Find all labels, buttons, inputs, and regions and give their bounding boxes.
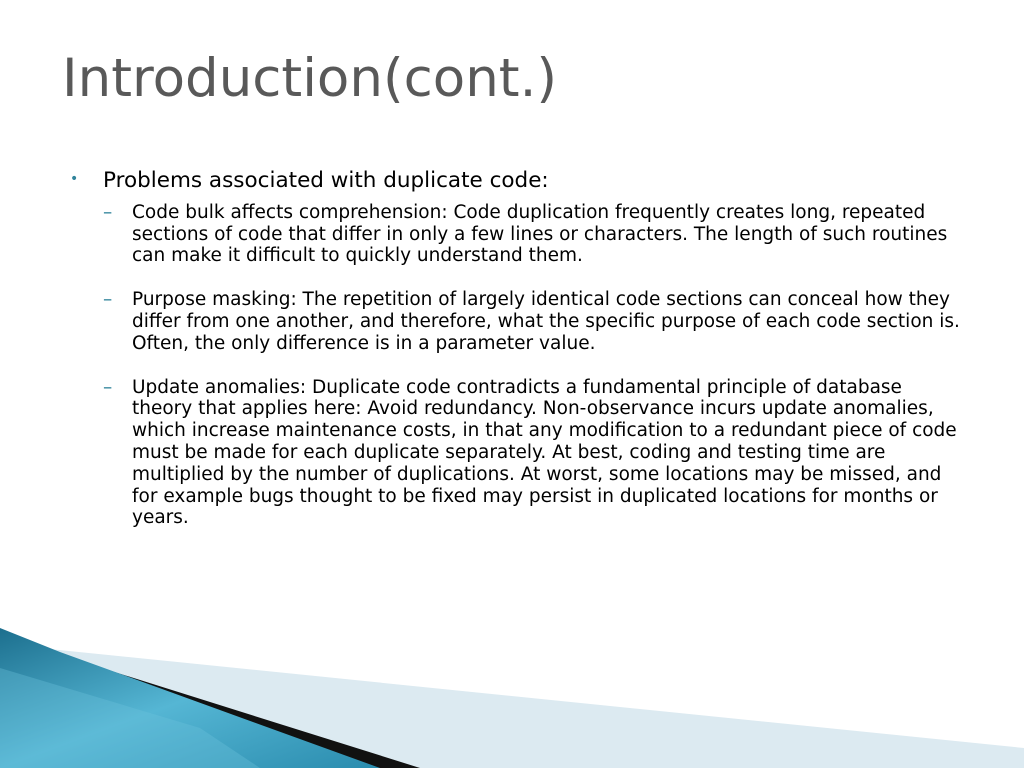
footer-decoration <box>0 628 1024 768</box>
bullet-icon: • <box>70 171 79 187</box>
dash-icon: – <box>103 201 113 223</box>
dash-icon: – <box>103 289 113 311</box>
dash-icon: – <box>103 376 113 398</box>
slide-content <box>70 168 970 551</box>
sub-bullet-text: Update anomalies: Duplicate code contradicts a fundamental principle of database theory that applies here: Avoid redundancy. Non-observance incurs update anomalies, which increase maintenance costs, in that any modification to a redundant piece of code must be made for each duplicate separately. At best, coding and testing time are multiplied by the number of duplications. At worst, some locations may be missed, and for example bugs thought to be fixed may persist in duplicated locations for months or years. <box>132 376 957 529</box>
main-bullet <box>70 168 970 194</box>
sub-bullet-text: Purpose masking: The repetition of largely identical code sections can conceal how they differ from one another, and therefore, what the specific purpose of each code section is. Often, the only difference is in a parameter value. <box>132 289 960 354</box>
sub-bullet-list <box>70 202 970 529</box>
main-bullet-text: Problems associated with duplicate code: <box>103 168 549 193</box>
sub-bullet-text: Code bulk affects comprehension: Code duplication frequently creates long, repeated sections of code that differ in only a few lines or characters. The length of such routines can make it difficult to quickly understand them. <box>132 201 948 267</box>
sub-bullet-item <box>70 377 968 530</box>
sub-bullet-item <box>70 289 968 354</box>
sub-bullet-item <box>70 202 968 267</box>
slide-title: Introduction(cont.) <box>62 48 558 109</box>
